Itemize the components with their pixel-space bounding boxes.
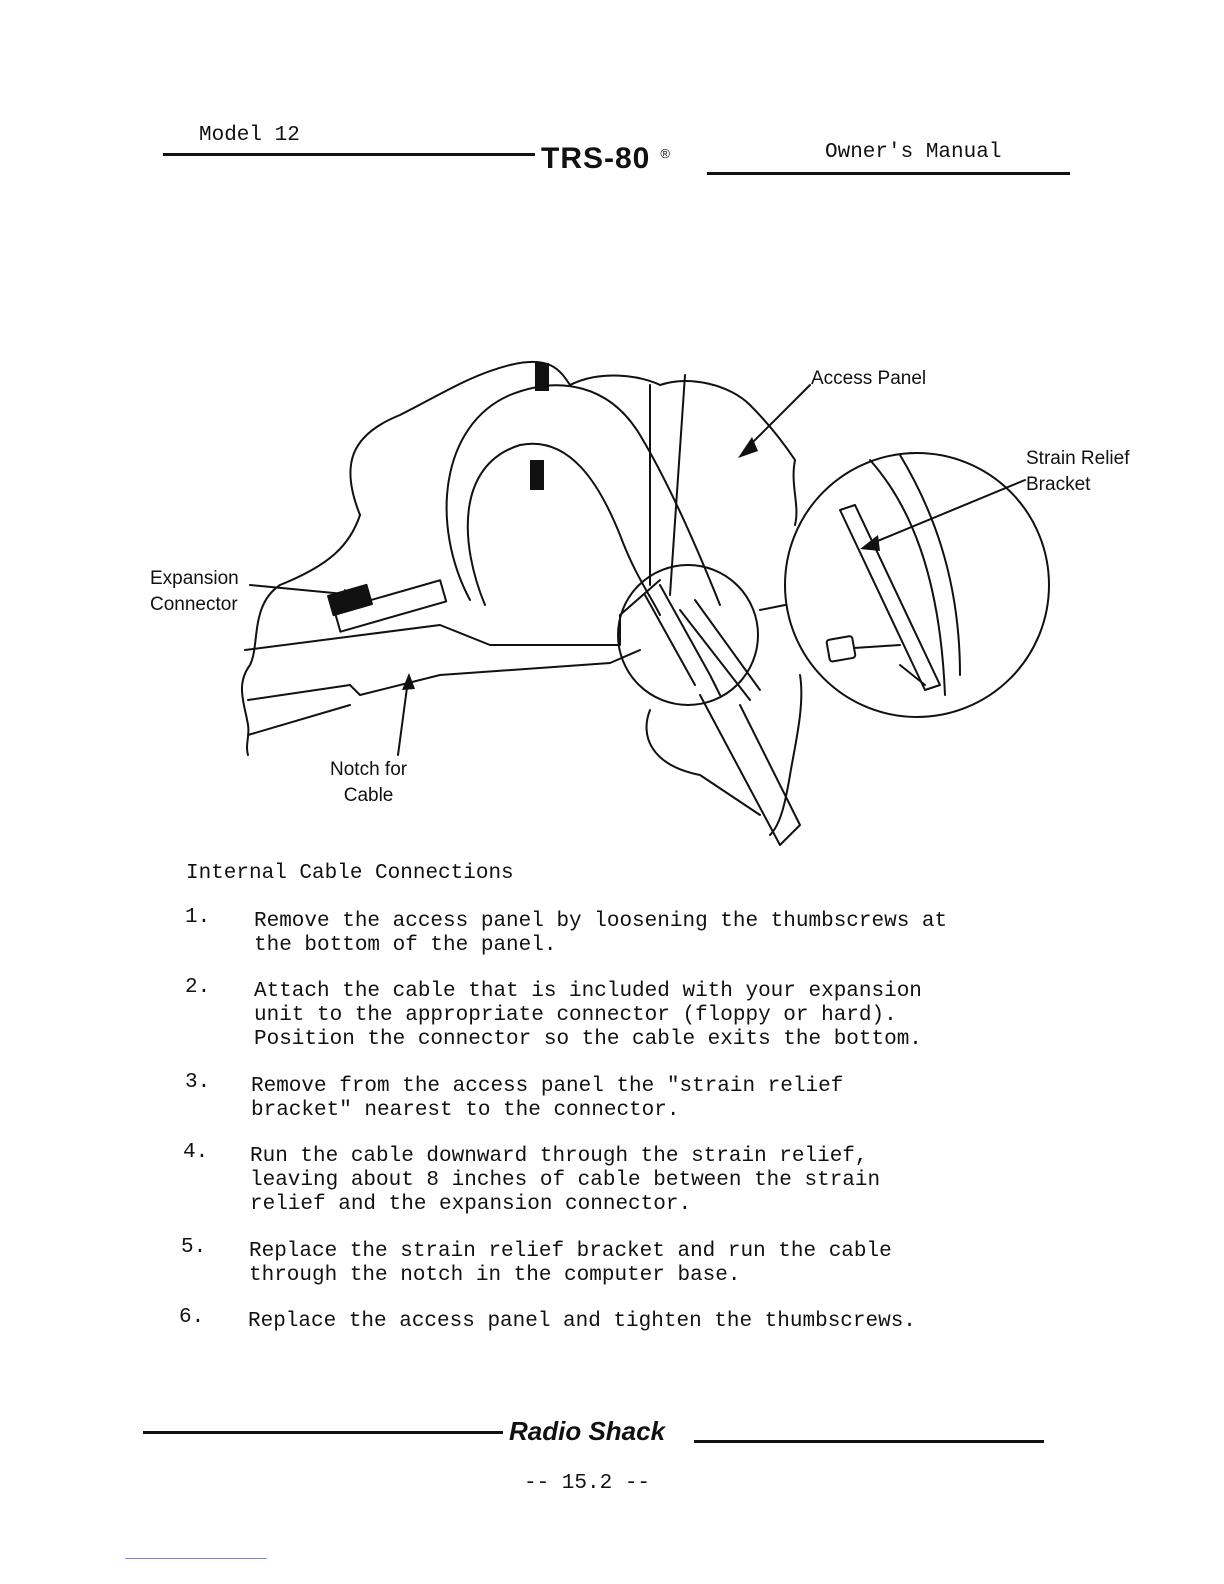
step-text <box>254 980 922 1052</box>
arrow-notch <box>398 680 408 755</box>
step-number: 5. <box>181 1236 207 1259</box>
label-expansion-line1: Expansion <box>150 568 239 589</box>
step-line: Remove from the access panel the "strain relief <box>251 1075 844 1098</box>
cable-funnel-2 <box>700 695 800 845</box>
label-expansion-line2: Connector <box>150 594 238 615</box>
step-line: Attach the cable that is included with your expansion <box>254 980 922 1003</box>
step-line: Position the connector so the cable exits the bottom. <box>254 1028 922 1051</box>
header-rule-right <box>707 172 1070 175</box>
arrow-expansion <box>250 585 355 595</box>
header-rule-left <box>163 153 535 156</box>
step-number: 2. <box>185 976 211 999</box>
step-text <box>254 910 947 958</box>
base-rail-lower <box>248 650 640 700</box>
cable-loop-outer <box>447 385 720 605</box>
step-text <box>251 1075 843 1123</box>
label-expansion-connector <box>150 566 239 618</box>
thumbscrew <box>826 636 855 662</box>
bottom-divider <box>125 1558 267 1559</box>
step-number: 6. <box>179 1306 205 1329</box>
page-number: -- 15.2 -- <box>524 1472 651 1495</box>
label-notch-for-cable <box>330 757 407 809</box>
footer-rule-left <box>143 1431 503 1434</box>
panel-dark-strip-2 <box>530 460 544 490</box>
label-notch-line2: Cable <box>343 785 394 806</box>
bracket-edge <box>900 665 925 685</box>
step-text <box>249 1240 892 1288</box>
footer-brand-logo: Radio Shack <box>509 1416 666 1446</box>
step-text <box>248 1310 916 1334</box>
panel-edge-2 <box>670 375 685 595</box>
header-brand <box>541 142 671 176</box>
step-text <box>250 1145 880 1217</box>
cable-funnel <box>647 710 760 815</box>
step-line: Replace the strain relief bracket and run the cable <box>249 1240 892 1263</box>
cutaway-right-edge <box>770 675 801 835</box>
diagram-drawing <box>140 345 1150 855</box>
step-line: Replace the access panel and tighten the thumbscrews. <box>248 1310 916 1333</box>
step-line: Run the cable downward through the strain relief, <box>250 1145 868 1168</box>
step-line: unit to the appropriate connector (floppy or hard). <box>254 1004 897 1027</box>
step-line: through the notch in the computer base. <box>249 1264 741 1287</box>
arrow-access-panel <box>745 385 810 450</box>
label-strain-relief-line1: Strain Relief <box>1026 448 1130 469</box>
cable-down-2 <box>695 600 760 690</box>
strain-relief-rod-2 <box>645 595 695 685</box>
label-notch-line1: Notch for <box>330 759 408 780</box>
cable-connection-diagram <box>140 345 1150 855</box>
step-line: Remove the access panel by loosening the thumbscrews at <box>254 910 948 933</box>
bracket-plate <box>840 505 940 690</box>
bracket-rim-1 <box>870 460 945 695</box>
step-number: 3. <box>185 1071 211 1094</box>
panel-dark-strip <box>535 363 549 391</box>
header-model: Model 12 <box>199 124 300 147</box>
label-strain-relief <box>1026 446 1130 498</box>
header-manual-title: Owner's Manual <box>825 141 1002 164</box>
step-number: 1. <box>185 906 211 929</box>
bracket-rim-2 <box>900 455 960 675</box>
section-title: Internal Cable Connections <box>186 862 514 885</box>
thumbscrew-shaft <box>854 645 900 648</box>
registered-mark: ® <box>660 146 671 161</box>
label-strain-relief-line2: Bracket <box>1026 474 1091 495</box>
header-brand-text: TRS-80 <box>541 142 651 175</box>
step-line: relief and the expansion connector. <box>250 1193 692 1216</box>
step-line: bracket" nearest to the connector. <box>251 1099 680 1122</box>
cable-loop-inner <box>468 444 660 615</box>
circle-connector-line <box>760 605 785 610</box>
step-line: the bottom of the panel. <box>254 934 557 957</box>
base-rail-floor <box>248 705 350 735</box>
label-access-panel: Access Panel <box>811 368 927 389</box>
footer-rule-right <box>694 1440 1044 1443</box>
step-line: leaving about 8 inches of cable between the strain <box>250 1169 881 1192</box>
step-number: 4. <box>183 1141 209 1164</box>
